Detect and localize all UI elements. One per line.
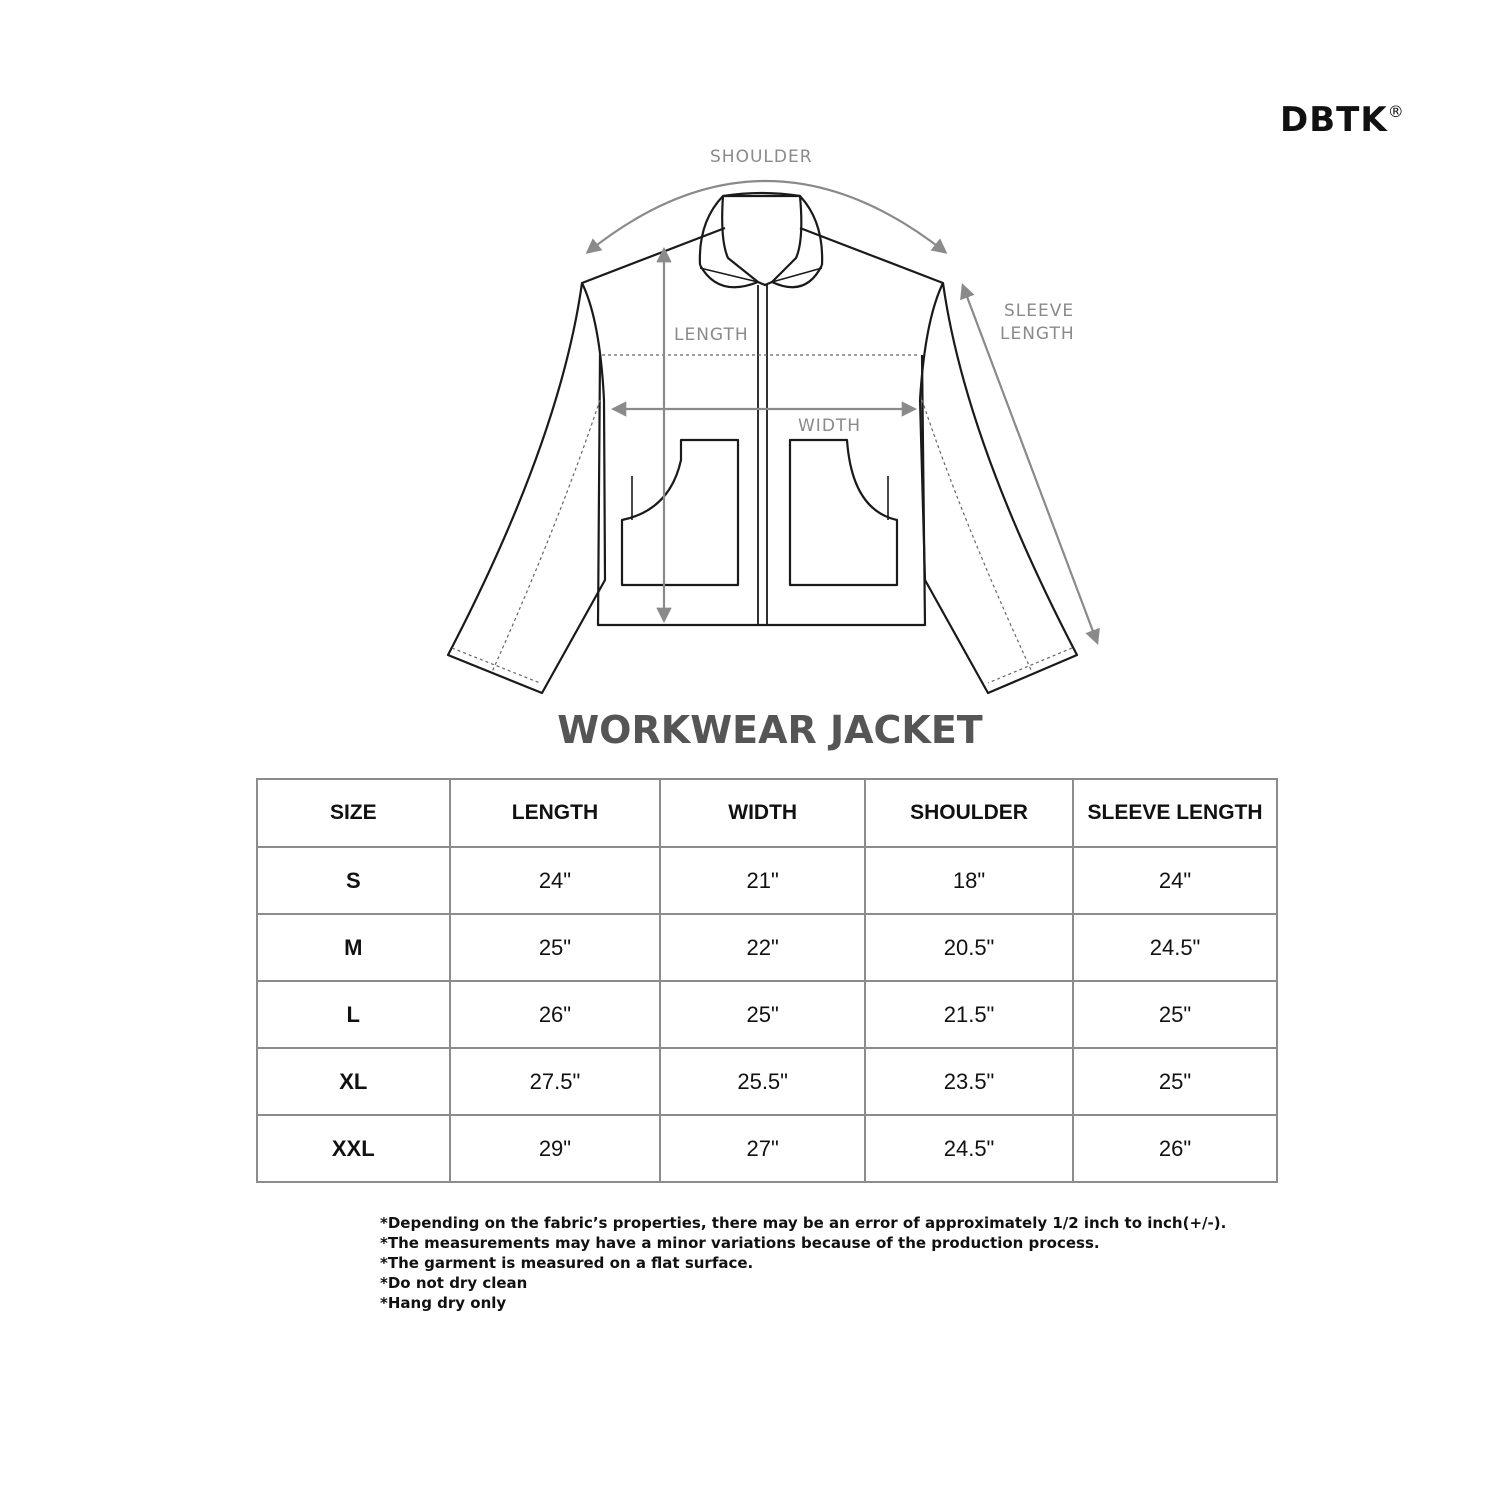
shoulder-cell: 20.5" bbox=[865, 914, 1073, 981]
table-row bbox=[257, 1048, 1277, 1115]
header-sleeve-length: SLEEVE LENGTH bbox=[1073, 779, 1277, 847]
sleeve-length-cell: 26" bbox=[1073, 1115, 1277, 1182]
care-notes bbox=[380, 1213, 1226, 1313]
size-chart-table bbox=[256, 778, 1278, 1183]
registered-mark: ® bbox=[1387, 102, 1405, 121]
shoulder-cell: 21.5" bbox=[865, 981, 1073, 1048]
size-cell: XL bbox=[257, 1048, 450, 1115]
jacket-diagram bbox=[0, 0, 1500, 710]
length-cell: 24" bbox=[450, 847, 661, 914]
jacket-outline bbox=[448, 193, 1077, 693]
note-production-variation: *The measurements may have a minor variations because of the production process. bbox=[380, 1234, 1100, 1252]
table-row bbox=[257, 914, 1277, 981]
length-label: LENGTH bbox=[674, 325, 749, 345]
table-row bbox=[257, 981, 1277, 1048]
width-cell: 25.5" bbox=[660, 1048, 865, 1115]
shoulder-arrow bbox=[588, 181, 945, 252]
sleeve-label-line1: SLEEVE bbox=[1004, 301, 1075, 321]
brand-name: DBTK bbox=[1280, 100, 1388, 140]
table-header-row bbox=[257, 779, 1277, 847]
length-cell: 26" bbox=[450, 981, 661, 1048]
length-cell: 27.5" bbox=[450, 1048, 661, 1115]
sleeve-length-cell: 24.5" bbox=[1073, 914, 1277, 981]
sleeve-length-cell: 25" bbox=[1073, 981, 1277, 1048]
width-cell: 27" bbox=[660, 1115, 865, 1182]
width-label: WIDTH bbox=[798, 416, 862, 436]
length-cell: 29" bbox=[450, 1115, 661, 1182]
header-size: SIZE bbox=[257, 779, 450, 847]
note-flat-measurement: *The garment is measured on a flat surface. bbox=[380, 1254, 754, 1272]
table-row bbox=[257, 847, 1277, 914]
shoulder-cell: 18" bbox=[865, 847, 1073, 914]
table-row bbox=[257, 1115, 1277, 1182]
size-cell: M bbox=[257, 914, 450, 981]
measurement-arrows bbox=[588, 181, 1097, 642]
size-cell: XXL bbox=[257, 1115, 450, 1182]
width-cell: 21" bbox=[660, 847, 865, 914]
shoulder-cell: 24.5" bbox=[865, 1115, 1073, 1182]
header-shoulder: SHOULDER bbox=[865, 779, 1073, 847]
note-fabric-error: *Depending on the fabric’s properties, there may be an error of approximately 1/2 inch to inch(+/-). bbox=[380, 1214, 1227, 1232]
product-title: WORKWEAR JACKET bbox=[557, 708, 983, 752]
length-cell: 25" bbox=[450, 914, 661, 981]
header-width: WIDTH bbox=[660, 779, 865, 847]
note-no-dry-clean: *Do not dry clean bbox=[380, 1274, 528, 1292]
width-cell: 25" bbox=[660, 981, 865, 1048]
note-hang-dry: *Hang dry only bbox=[380, 1294, 507, 1312]
sleeve-length-cell: 25" bbox=[1073, 1048, 1277, 1115]
size-cell: S bbox=[257, 847, 450, 914]
stitch-lines bbox=[452, 355, 1072, 683]
header-length: LENGTH bbox=[450, 779, 661, 847]
width-cell: 22" bbox=[660, 914, 865, 981]
shoulder-label: SHOULDER bbox=[710, 147, 813, 167]
size-cell: L bbox=[257, 981, 450, 1048]
sleeve-label-line2: LENGTH bbox=[1000, 324, 1075, 344]
shoulder-cell: 23.5" bbox=[865, 1048, 1073, 1115]
sleeve-length-cell: 24" bbox=[1073, 847, 1277, 914]
